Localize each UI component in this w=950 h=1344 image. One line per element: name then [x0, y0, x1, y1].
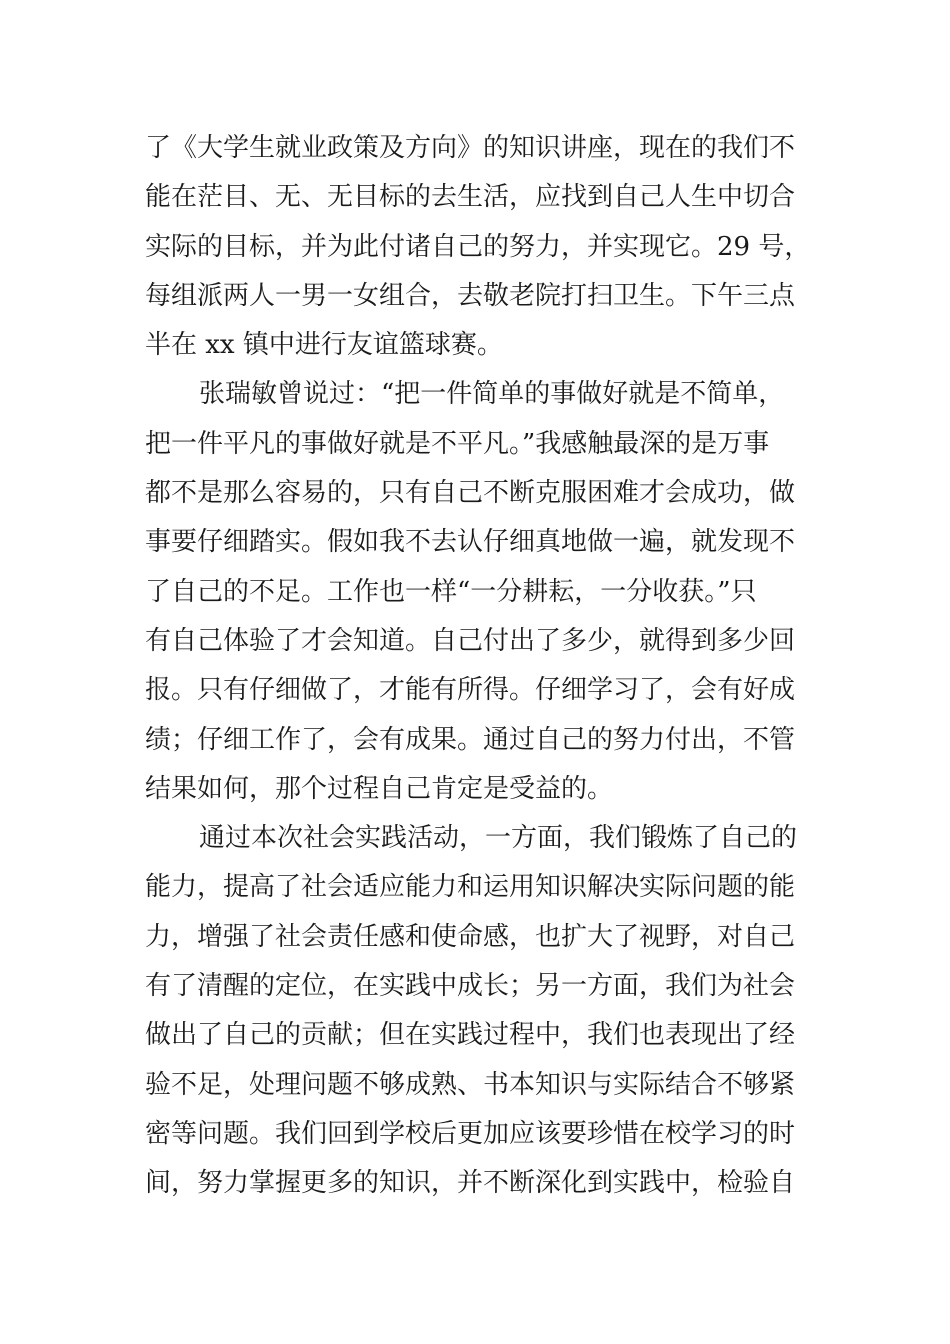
text-line: 力，增强了社会责任感和使命感，也扩大了视野，对自己 [145, 921, 796, 952]
text-line: 验不足，处理问题不够成熟、书本知识与实际结合不够紧 [145, 1069, 796, 1100]
text-line: 间，努力掌握更多的知识，并不断深化到实践中，检验自 [145, 1168, 796, 1199]
paragraph-1 [145, 124, 810, 370]
text-line: 有了清醒的定位，在实践中成长；另一方面，我们为社会 [145, 971, 796, 1002]
text-line: 了《大学生就业政策及方向》的知识讲座，现在的我们不 [145, 133, 796, 163]
text-line: 密等问题。我们回到学校后更加应该要珍惜在校学习的时 [145, 1118, 796, 1149]
text-line: 都不是那么容易的，只有自己不断克服困难才会成功，做 [145, 478, 796, 509]
text-line: 事要仔细踏实。假如我不去认仔细真地做一遍，就发现不 [145, 527, 796, 558]
paragraph-2 [145, 370, 810, 814]
text-line: 能力，提高了社会适应能力和运用知识解决实际问题的能 [145, 872, 796, 903]
text-line: 了自己的不足。工作也一样“一分耕耘，一分收获。”只 [145, 576, 757, 607]
text-line: 张瑞敏曾说过：“把一件简单的事做好就是不简单， [199, 379, 785, 410]
text-line: 做出了自己的贡献；但在实践过程中，我们也表现出了经 [145, 1020, 796, 1051]
text-line: 有自己体验了才会知道。自己付出了多少，就得到多少回 [145, 625, 796, 656]
text-line: 每组派两人一男一女组合，去敬老院打扫卫生。下午三点 [145, 280, 796, 311]
text-line: 半在 xx 镇中进行友谊篮球赛。 [145, 330, 503, 361]
text-line: 能在茫目、无、无目标的去生活，应找到自己人生中切合 [145, 182, 796, 213]
text-line: 实际的目标，并为此付诸自己的努力，并实现它。29 号， [145, 231, 811, 262]
text-line: 绩；仔细工作了，会有成果。通过自己的努力付出，不管 [145, 724, 796, 755]
text-line: 把一件平凡的事做好就是不平凡。”我感触最深的是万事 [145, 428, 770, 459]
paragraph-3 [145, 814, 810, 1208]
body-text [145, 124, 810, 1209]
text-line: 结果如何，那个过程自己肯定是受益的。 [145, 773, 614, 804]
text-line: 通过本次社会实践活动，一方面，我们锻炼了自己的 [199, 823, 798, 854]
text-line: 报。只有仔细做了，才能有所得。仔细学习了，会有好成 [145, 675, 796, 706]
